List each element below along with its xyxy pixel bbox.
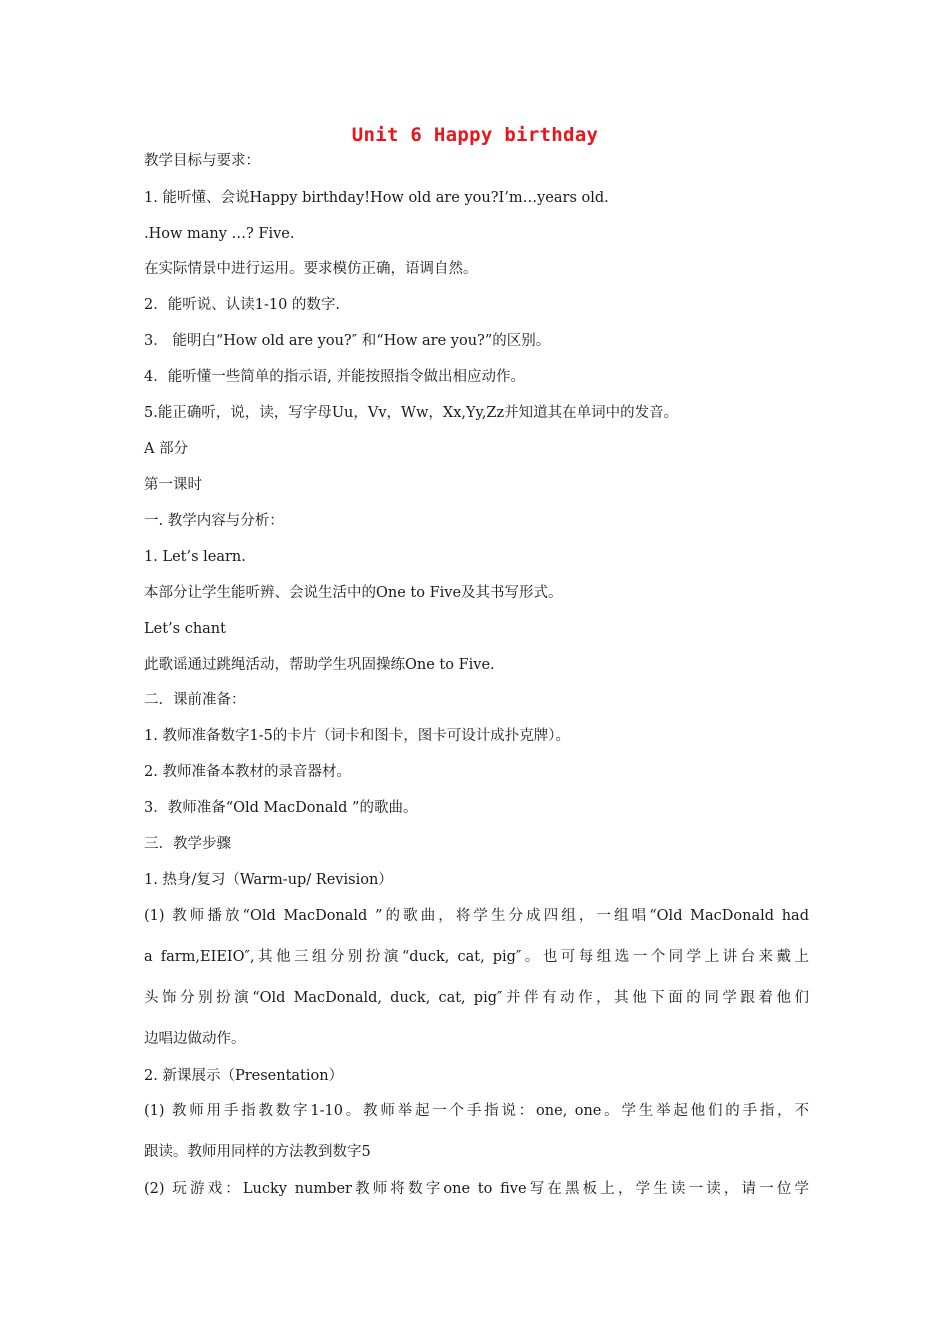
text-line: 5.能正确听，说，读，写字母Uu，Vv，Ww，Xx,Yy,Zz并知道其在单词中的发音。 — [144, 405, 679, 421]
text-line: 1. 热身/复习（Warm-up/ Revision） — [144, 872, 393, 888]
text-line: 1. Let’s learn. — [144, 549, 246, 565]
text-line: 2．能听说、认读1-10 的数字. — [144, 297, 341, 313]
text-line: 1. 能听懂、会说Happy birthday!How old are you?I’m…years old. — [144, 190, 609, 206]
text-line: A 部分 — [144, 441, 189, 457]
text-line: (1) 教师播放“Old MacDonald ”的歌曲，将学生分成四组，一组唱“Old MacDonald had — [144, 908, 809, 924]
text-line: 二．课前准备： — [144, 692, 246, 708]
text-line: 1. 教师准备数字1-5的卡片（词卡和图卡，图卡可设计成扑克牌）。 — [144, 728, 571, 744]
text-line: 跟读。教师用同样的方法教到数字5 — [144, 1144, 371, 1160]
text-line: .How many …? Five. — [144, 226, 295, 242]
text-line: 4．能听懂一些简单的指示语, 并能按照指令做出相应动作。 — [144, 369, 525, 385]
text-line: (1) 教师用手指教数字1-10。教师举起一个手指说：one, one。学生举起他们的手指，不 — [144, 1103, 809, 1119]
text-line: 教学目标与要求： — [144, 153, 260, 169]
page-title: Unit 6 Happy birthday — [351, 124, 599, 146]
text-line: 边唱边做动作。 — [144, 1031, 246, 1047]
text-line: Let’s chant — [144, 621, 226, 637]
text-line: 头饰分别扮演“Old MacDonald, duck, cat, pig″并伴有动作，其他下面的同学跟着他们 — [144, 990, 809, 1006]
text-line: 本部分让学生能听辨、会说生活中的One to Five及其书写形式。 — [144, 585, 563, 601]
text-line: 第一课时 — [144, 477, 202, 493]
text-line: a farm,EIEIO″,其他三组分别扮演“duck, cat, pig″。也可每组选一个同学上讲台来戴上 — [144, 949, 809, 965]
text-line: 3．教师准备“Old MacDonald ”的歌曲。 — [144, 800, 418, 816]
text-line: 此歌谣通过跳绳活动，帮助学生巩固操练One to Five. — [144, 657, 495, 673]
text-line: 2. 教师准备本教材的录音器材。 — [144, 764, 351, 780]
text-line: 3． 能明白“How old are you?″ 和“How are you?”的区别。 — [144, 333, 551, 349]
text-line: 在实际情景中进行运用。要求模仿正确，语调自然。 — [144, 261, 478, 277]
text-line: 三．教学步骤 — [144, 836, 231, 852]
text-line: 一. 教学内容与分析： — [144, 513, 284, 529]
text-line: (2) 玩游戏：Lucky number教师将数字one to five写在黑板上，学生读一读，请一位学 — [144, 1181, 809, 1197]
text-line: 2. 新课展示（Presentation） — [144, 1068, 344, 1084]
